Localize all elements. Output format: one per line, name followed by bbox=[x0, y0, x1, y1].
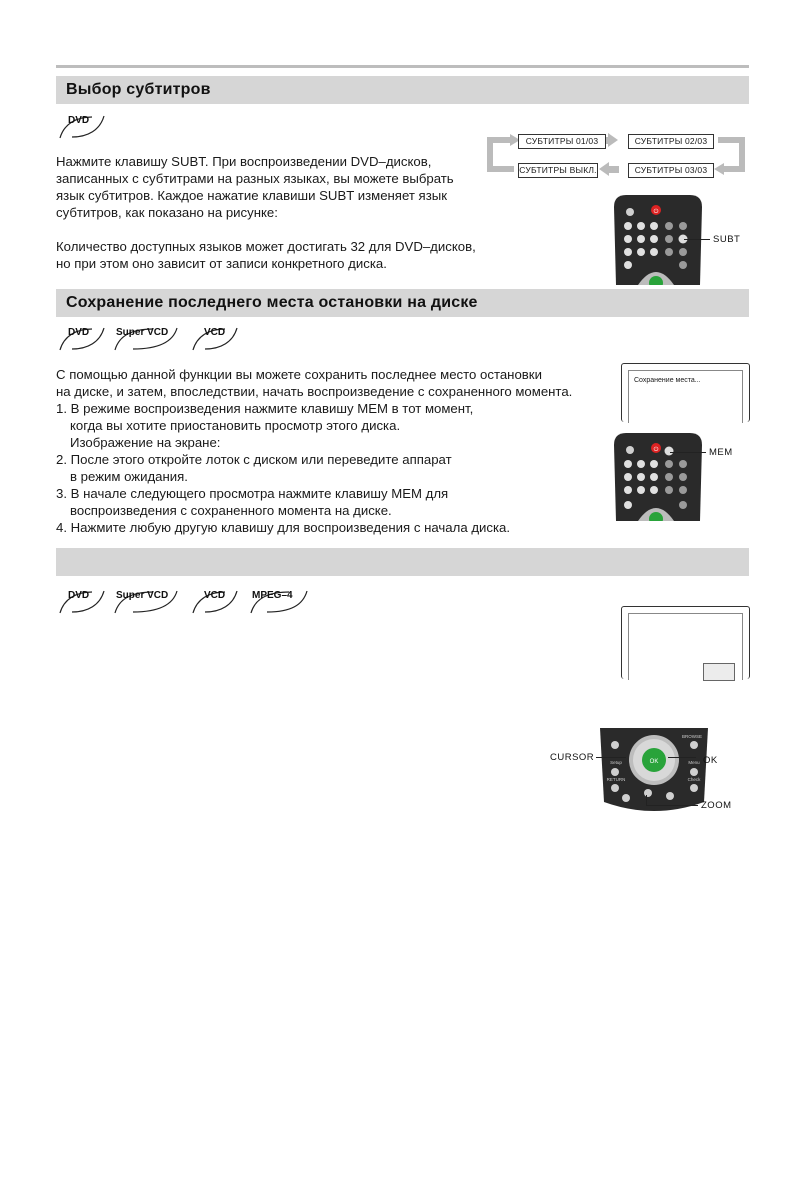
text-line: С помощью данной функции вы можете сохранить последнее место остановки bbox=[56, 367, 542, 382]
menu-key-label: Menu bbox=[688, 760, 700, 765]
mem-callout: MEM bbox=[709, 447, 733, 458]
remote-nav-illustration bbox=[598, 724, 710, 814]
section-heading-resume bbox=[56, 289, 749, 317]
resume-steps bbox=[56, 400, 510, 536]
tv-screen-osd bbox=[621, 363, 750, 422]
osd-text: Сохранение места... bbox=[634, 377, 701, 384]
badge-label: MPEG–4 bbox=[252, 590, 293, 601]
cursor-callout: CURSOR bbox=[550, 752, 595, 763]
step-line: 3. В начале следующего просмотра нажмите клавишу MEM для bbox=[56, 486, 449, 501]
heading-text: Сохранение последнего места остановки на диске bbox=[66, 294, 478, 311]
step-line: когда вы хотите приостановить просмотр этого диска. bbox=[70, 418, 401, 433]
badge-label: DVD bbox=[68, 327, 90, 338]
remote-navigation-cluster bbox=[598, 724, 710, 814]
subt-paragraph-2 bbox=[56, 238, 476, 272]
heading-text: Выбор субтитров bbox=[66, 81, 211, 98]
remote-control-image bbox=[612, 431, 704, 521]
badge-dvd bbox=[58, 115, 106, 139]
text-line: записанных с субтитрами на разных языках, вы можете выбрать bbox=[56, 171, 454, 186]
badge-label: Super VCD bbox=[116, 590, 169, 601]
badge-dvd bbox=[58, 327, 106, 351]
zoom-window-frame bbox=[703, 663, 735, 681]
tv-screen-inner bbox=[628, 613, 743, 680]
text-line: язык субтитров. Каждое нажатие клавиши SUBT изменяет язык bbox=[56, 188, 447, 203]
ok-callout-line bbox=[668, 757, 696, 758]
badge-dvd bbox=[58, 590, 106, 614]
top-rule bbox=[56, 65, 749, 68]
subt-callout-line bbox=[684, 239, 710, 240]
ok-key-label: OK bbox=[649, 759, 659, 765]
setup-key-label: Setup bbox=[610, 760, 622, 765]
return-key-label: RETURN bbox=[606, 777, 626, 782]
zoom-callout-line bbox=[646, 805, 698, 806]
resume-intro bbox=[56, 366, 572, 400]
svg-text:⏻: ⏻ bbox=[653, 446, 659, 453]
step-line: воспроизведения с сохраненного момента на диске. bbox=[70, 503, 392, 518]
badge-label: VCD bbox=[204, 590, 226, 601]
cycle-box-01: СУБТИТРЫ 01/03 bbox=[518, 134, 606, 149]
svg-text:⏻: ⏻ bbox=[653, 208, 659, 215]
badge-vcd bbox=[191, 590, 239, 614]
cycle-box-off: СУБТИТРЫ ВЫКЛ. bbox=[518, 163, 598, 178]
subt-paragraph-1 bbox=[56, 153, 454, 221]
subt-callout: SUBT bbox=[713, 234, 741, 245]
ok-callout: OK bbox=[703, 755, 718, 766]
badge-mpeg4 bbox=[249, 590, 309, 614]
text-line: на диске, и затем, впоследствии, начать воспроизведение с сохраненного момента. bbox=[56, 384, 573, 399]
cursor-callout-line bbox=[596, 757, 626, 758]
tv-screen-zoom bbox=[621, 606, 750, 679]
badge-label: DVD bbox=[68, 115, 90, 126]
badge-label: Super VCD bbox=[116, 327, 169, 338]
zoom-callout: ZOOM bbox=[701, 800, 732, 811]
text-line: Нажмите клавишу SUBT. При воспроизведении DVD–дисков, bbox=[56, 154, 432, 169]
text-line: но при этом оно зависит от записи конкретного диска. bbox=[56, 256, 387, 271]
check-key-label: Check bbox=[687, 777, 701, 782]
text-line: Количество доступных языков может достигать 32 для DVD–дисков, bbox=[56, 239, 476, 254]
badge-label: VCD bbox=[204, 327, 226, 338]
zoom-callout-vertical bbox=[646, 795, 647, 805]
mem-callout-line bbox=[670, 452, 706, 453]
step-line: Изображение на экране: bbox=[70, 435, 221, 450]
section-heading-subtitles bbox=[56, 76, 749, 104]
step-line: 4. Нажмите любую другую клавишу для воспроизведения с начала диска. bbox=[56, 520, 511, 535]
badge-super-vcd bbox=[113, 590, 179, 614]
section-heading-zoom bbox=[56, 548, 749, 576]
badge-label: DVD bbox=[68, 590, 90, 601]
badge-super-vcd bbox=[113, 327, 179, 351]
badge-vcd bbox=[191, 327, 239, 351]
text-line: субтитров, как показано на рисунке: bbox=[56, 205, 278, 220]
cycle-box-02: СУБТИТРЫ 02/03 bbox=[628, 134, 714, 149]
cycle-box-03: СУБТИТРЫ 03/03 bbox=[628, 163, 714, 178]
step-line: 1. В режиме воспроизведения нажмите клавишу MEM в тот момент, bbox=[56, 401, 474, 416]
step-line: в режим ожидания. bbox=[70, 469, 188, 484]
remote-illustration bbox=[612, 431, 704, 521]
browse-key-label: BROWSE bbox=[681, 734, 703, 739]
tv-screen-inner bbox=[628, 370, 743, 423]
step-line: 2. После этого откройте лоток с диском или переведите аппарат bbox=[56, 452, 452, 467]
